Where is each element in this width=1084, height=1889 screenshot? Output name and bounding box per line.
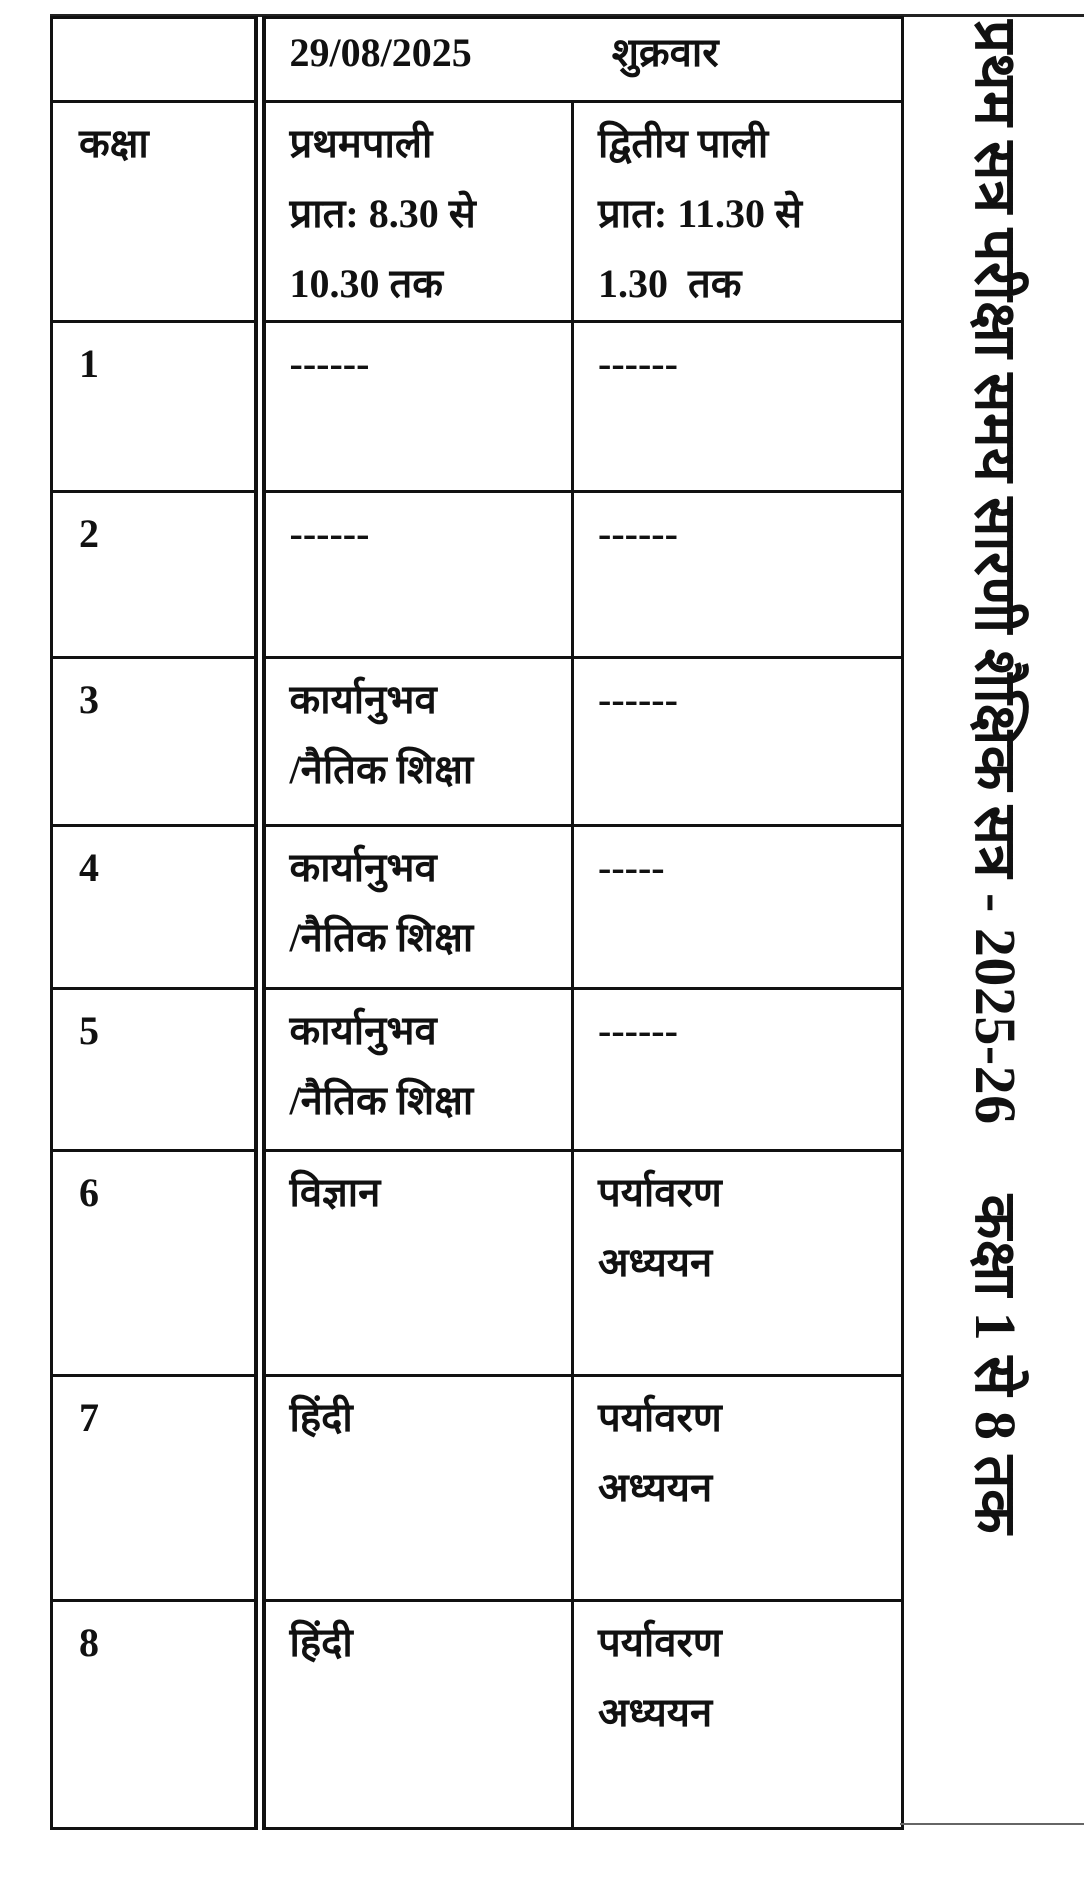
subject-line: /नैतिक शिक्षा <box>289 747 474 792</box>
exam-day: शुक्रवार <box>611 30 719 75</box>
shift1-subject <box>260 1151 573 1376</box>
subject-line: अध्ययन <box>598 1690 713 1735</box>
shift2-subject <box>573 989 903 1151</box>
side-title-panel <box>930 20 1060 1810</box>
class-column-header: कक्षा <box>52 102 260 322</box>
subject-line: ------ <box>598 341 678 386</box>
subject-line: हिंदी <box>289 1620 353 1665</box>
shift2-subject <box>573 658 903 826</box>
subject-line: अध्ययन <box>598 1240 713 1285</box>
subject-line: /नैतिक शिक्षा <box>289 1078 474 1123</box>
exam-date: 29/08/2025 <box>289 30 472 75</box>
shift1-subject <box>260 1376 573 1601</box>
title-session: प्रथम सत्र परीक्षा समय सारणी शैक्षिक सत्र - 2025-26 <box>963 20 1028 1125</box>
table-row <box>52 826 903 989</box>
subject-line: पर्यावरण <box>598 1170 722 1215</box>
shift2-subject <box>573 826 903 989</box>
subject-line: अध्ययन <box>598 1465 713 1510</box>
table-row <box>52 492 903 658</box>
date-cell <box>260 18 903 102</box>
class-number: 6 <box>52 1151 260 1376</box>
shift1-subject <box>260 492 573 658</box>
subject-line: पर्यावरण <box>598 1620 722 1665</box>
vertical-title <box>963 20 1028 1535</box>
subject-line: ------ <box>289 341 370 386</box>
shift2-subject <box>573 1601 903 1829</box>
subject-line: कार्यानुभव <box>289 1008 437 1053</box>
shift2-time-start: प्रात: 11.30 से <box>598 191 803 236</box>
shift2-time-end: 1.30 तक <box>598 261 742 306</box>
bottom-border-line <box>900 1823 1084 1825</box>
shift1-subject <box>260 322 573 492</box>
subject-line: ------ <box>289 511 370 556</box>
subject-line: विज्ञान <box>289 1170 381 1215</box>
title-classes: कक्षा 1 से 8 तक <box>963 1194 1028 1535</box>
shift1-subject <box>260 658 573 826</box>
class-number: 5 <box>52 989 260 1151</box>
class-number: 4 <box>52 826 260 989</box>
shift2-column-header <box>573 102 903 322</box>
table-row <box>52 1151 903 1376</box>
shift2-subject <box>573 1376 903 1601</box>
class-number: 2 <box>52 492 260 658</box>
date-row <box>52 18 903 102</box>
subject-line: कार्यानुभव <box>289 845 437 890</box>
class-number: 8 <box>52 1601 260 1829</box>
shift1-time-end: 10.30 तक <box>289 261 444 306</box>
subject-line: हिंदी <box>289 1395 353 1440</box>
subject-line: /नैतिक शिक्षा <box>289 915 474 960</box>
table-row <box>52 989 903 1151</box>
exam-schedule-table <box>50 16 904 1830</box>
shift1-column-header <box>260 102 573 322</box>
subject-line: ------ <box>598 511 678 556</box>
class-number: 3 <box>52 658 260 826</box>
table-row <box>52 1376 903 1601</box>
shift2-subject <box>573 1151 903 1376</box>
subject-line: पर्यावरण <box>598 1395 722 1440</box>
shift1-subject <box>260 826 573 989</box>
shift1-title: प्रथमपाली <box>289 121 433 166</box>
column-header-row <box>52 102 903 322</box>
shift1-time-start: प्रात: 8.30 से <box>289 191 476 236</box>
shift2-subject <box>573 492 903 658</box>
class-number: 1 <box>52 322 260 492</box>
subject-line: ----- <box>598 845 665 890</box>
shift2-title: द्वितीय पाली <box>598 121 769 166</box>
table-row <box>52 658 903 826</box>
shift1-subject <box>260 1601 573 1829</box>
class-number: 7 <box>52 1376 260 1601</box>
table-row <box>52 1601 903 1829</box>
subject-line: ------ <box>598 677 678 722</box>
shift2-subject <box>573 322 903 492</box>
subject-line: कार्यानुभव <box>289 677 437 722</box>
date-row-empty-cell <box>52 18 260 102</box>
table-row <box>52 322 903 492</box>
shift1-subject <box>260 989 573 1151</box>
subject-line: ------ <box>598 1008 678 1053</box>
